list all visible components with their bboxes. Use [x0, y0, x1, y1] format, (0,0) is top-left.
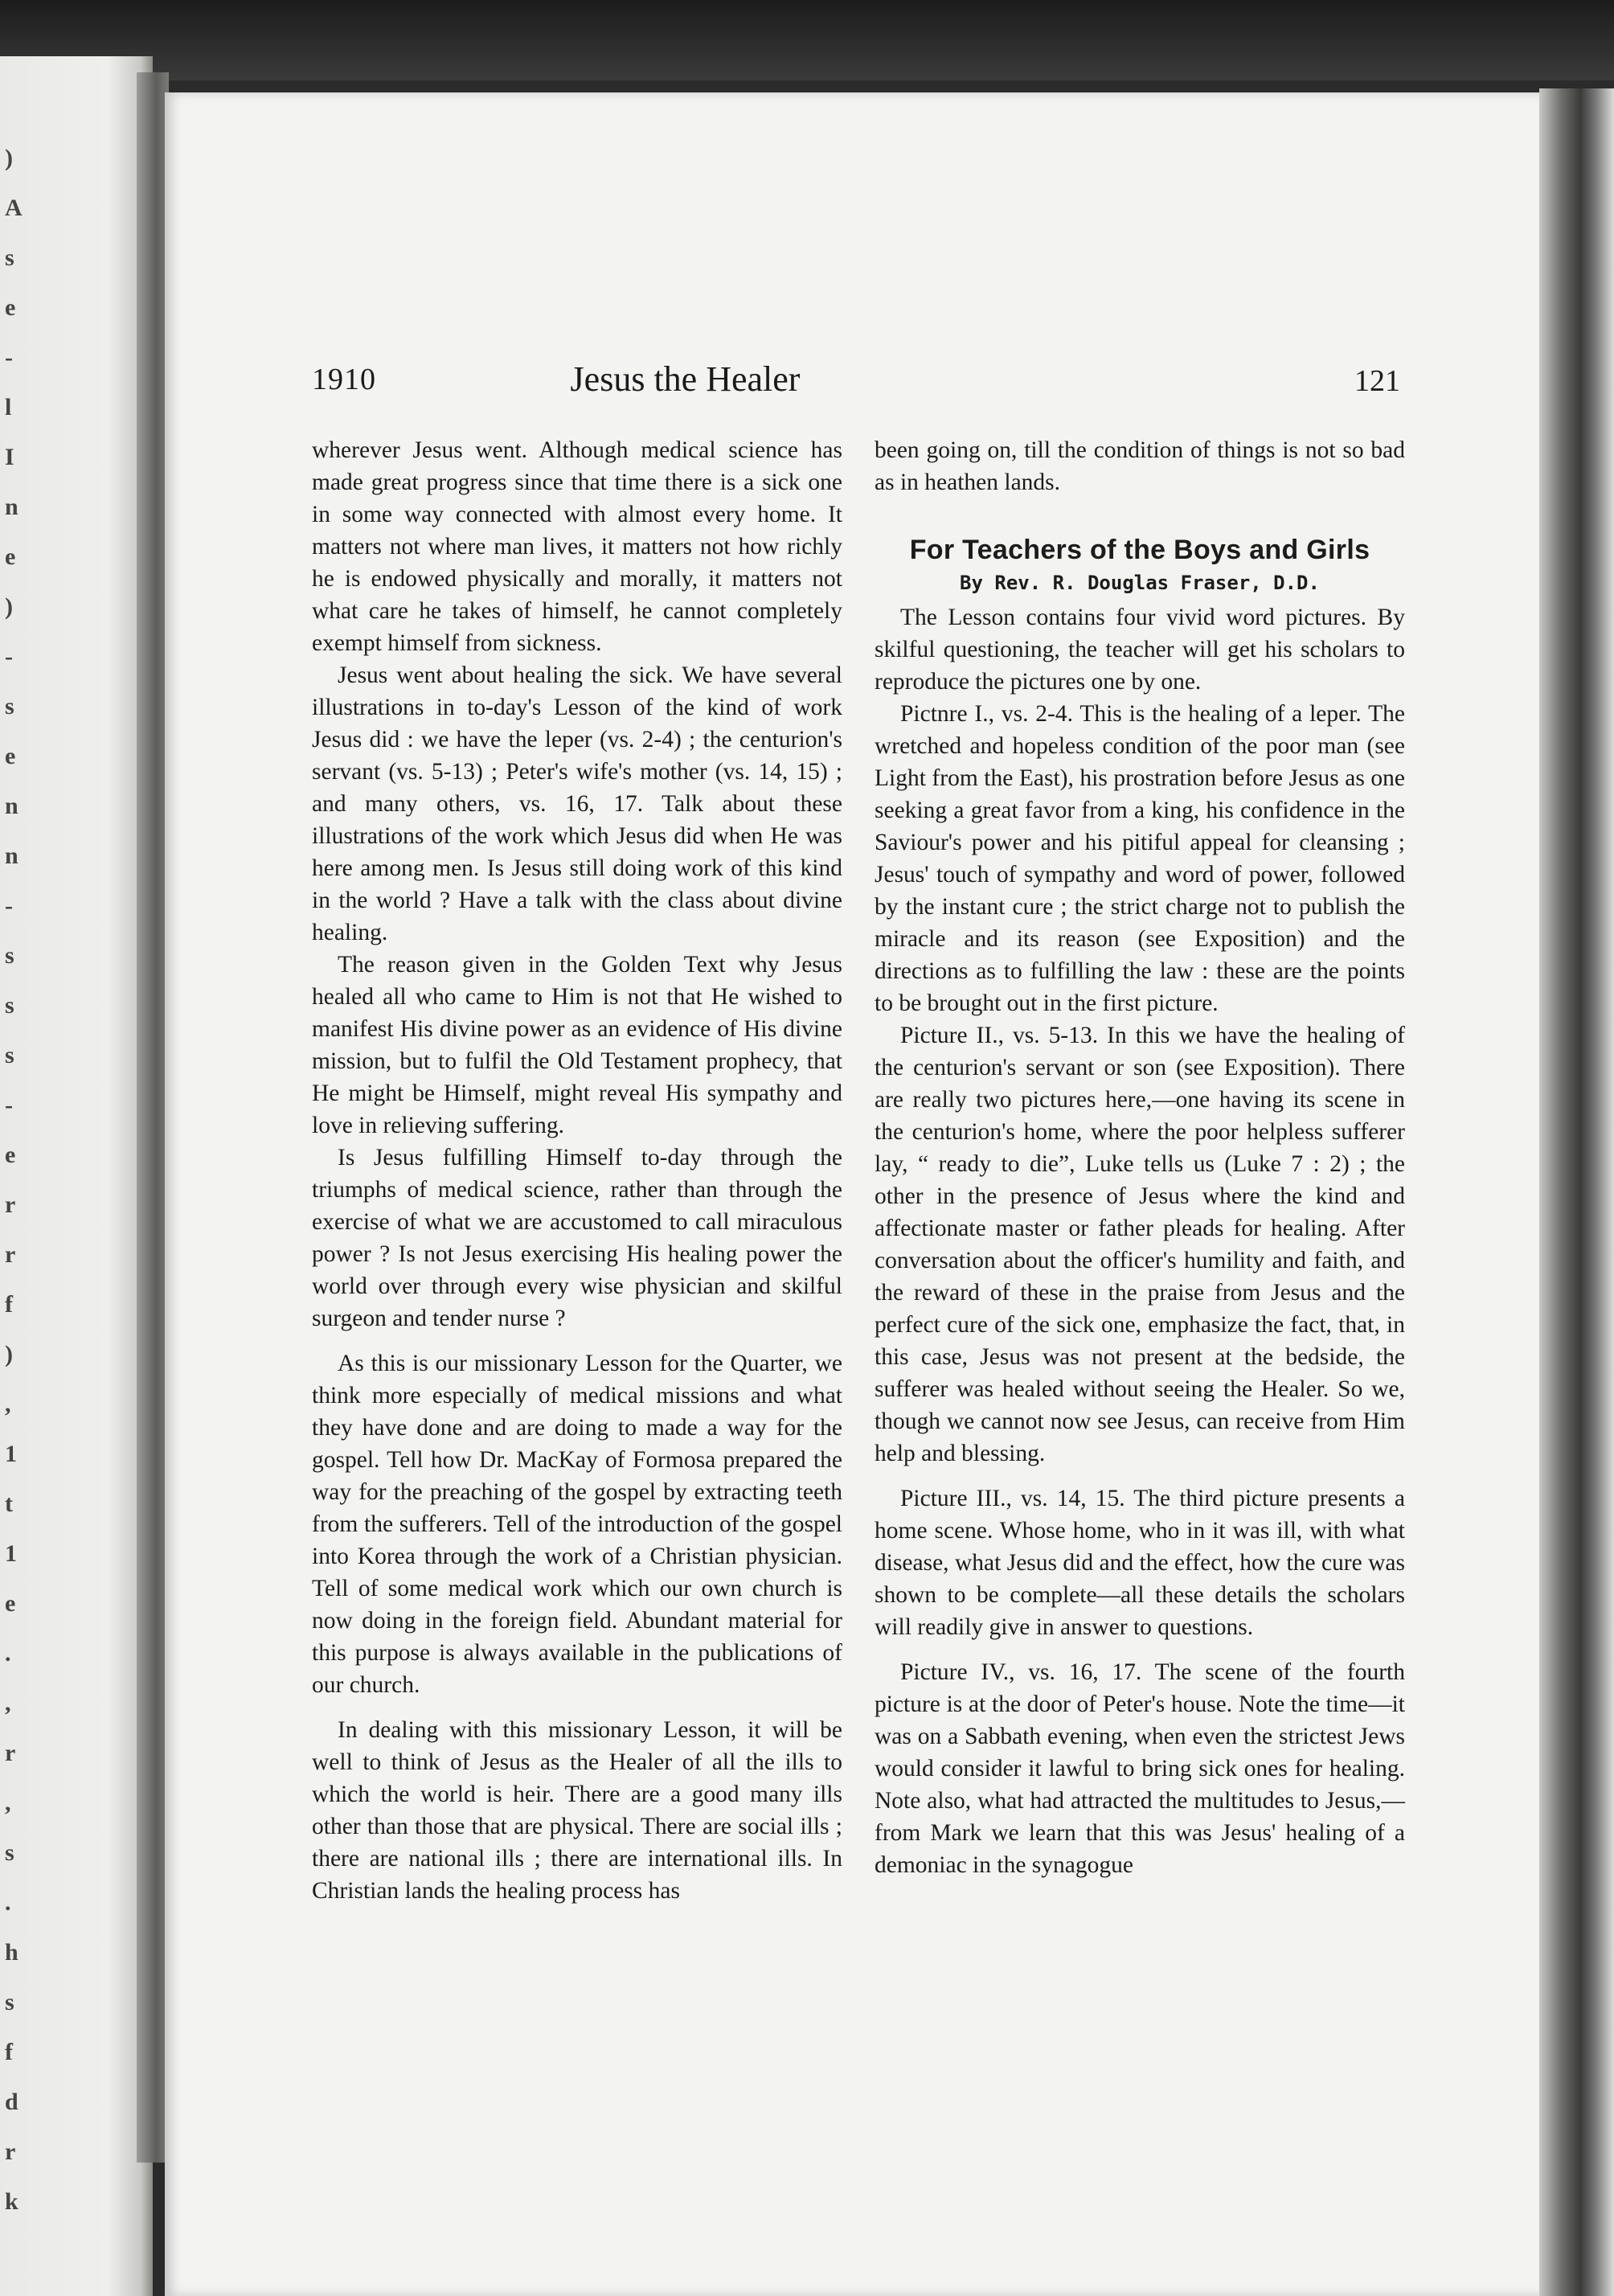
book-page — [165, 92, 1555, 2296]
right-page-edge — [1539, 88, 1614, 2296]
left-page-fragment: s — [5, 1989, 14, 2015]
left-page-fragment: e — [5, 743, 16, 769]
left-page-fragment: r — [5, 1241, 16, 1268]
left-page-fragment: f — [5, 2039, 13, 2065]
left-page-fragment: s — [5, 693, 14, 720]
scanner-background — [0, 0, 1614, 80]
left-page-fragment: 1 — [5, 1540, 17, 1567]
right-column — [875, 434, 1405, 1881]
left-page-fragment: t — [5, 1490, 13, 1517]
section-byline: By Rev. R. Douglas Fraser, D.D. — [960, 572, 1320, 594]
left-page-fragment: r — [5, 1740, 16, 1766]
paragraph: Picture II., vs. 5-13. In this we have the healing of the centurion's servant or son (see Exposition). There are really two pictures here,—one having its scene in the centurion's home, where the poor helpless sufferer lay, “ ready to die”, Luke tells us (Luke 7 : 2) ; the other in the presence of Jesus where the kind and affectionate master or father pleads for healing. After conversation about the officer's humility and faith, and the reward of these in the praise from Jesus and the perfect cure of the sick one, emphasize the fact, that, in this case, Jesus was not present at the bedside, the sufferer was healed without seeing the Healer. So we, though we cannot now see Jesus, can receive from Him help and blessing. — [875, 1023, 1405, 1466]
left-page-fragment: k — [5, 2188, 18, 2215]
paragraph: been going on, till the condition of things is not so bad as in heathen lands. — [875, 437, 1405, 495]
left-page-fragment: s — [5, 1042, 14, 1068]
left-page-fragment: n — [5, 494, 18, 520]
paragraph: As this is our missionary Lesson for the Quarter, we think more especially of medical missions and what they have done and are doing to made a way for the gospel. Tell how Dr. MacKay of Formosa prepared the way for the preaching of the gospel by extracting teeth from the sufferers. Tell of the introduction of the gospel into Korea through the work of a Christian physician. Tell of some medical work which our own church is now doing in the foreign field. Abundant material for this purpose is always available in the publications of our church. — [312, 1351, 842, 1698]
left-page-fragment: s — [5, 244, 14, 271]
paragraph: wherever Jesus went. Although medical science has made great progress since that time there is a sick one in some way connected with almost every home. It matters not where man lives, it matters not how richly he is endowed physically and morally, it matters not what care he takes of himself, he cannot completely exempt himself from sickness. — [312, 437, 842, 656]
running-head-title: Jesus the Healer — [570, 359, 801, 399]
left-page-fragment: f — [5, 1291, 13, 1318]
left-page-fragment: A — [5, 195, 23, 221]
left-page-fragment: l — [5, 394, 12, 420]
paragraph: Picture IV., vs. 16, 17. The scene of the fourth picture is at the door of Peter's house. Note the time—it was on a Sabbath evening, when even the strictest Jews would consider it lawful to bring sick ones for healing. Note also, what had attracted the multitudes to Jesus,—from Mark we learn that this was Jesus' healing of a demoniac in the synagogue — [875, 1659, 1405, 1878]
paragraph: In dealing with this missionary Lesson, it will be well to think of Jesus as the Healer of all the ills to which the world is heir. There are a good many ills other than those that are physical. There are social ills ; there are national ills ; there are international ills. In Christian lands the healing process has — [312, 1717, 842, 1904]
left-page-fragment: s — [5, 992, 14, 1019]
left-page-fragment: h — [5, 1939, 18, 1966]
left-page-fragment: - — [5, 344, 13, 371]
left-facing-page-edge — [0, 56, 153, 2296]
running-head — [165, 359, 1555, 410]
left-page-fragment: ) — [5, 593, 13, 620]
paragraph: Is Jesus fulfilling Himself to-day through the triumphs of medical science, rather than through the exercise of what we are accustomed to call miraculous power ? Is not Jesus exercising His healing power the world over through every wise physician and skilful surgeon and tender nurse ? — [312, 1145, 842, 1331]
section-heading: For Teachers of the Boys and Girls — [909, 535, 1370, 565]
left-page-fragment: s — [5, 1839, 14, 1866]
left-page-fragment: - — [5, 892, 13, 919]
left-page-fragment: e — [5, 1590, 16, 1617]
paragraph: Picture III., vs. 14, 15. The third picture presents a home scene. Whose home, who in it was ill, with what disease, what Jesus did and the effect, how the cure was shown to be complete—all these details the scholars will readily give in answer to questions. — [875, 1486, 1405, 1640]
left-page-fragment: , — [5, 1690, 11, 1716]
left-page-fragment: d — [5, 2089, 18, 2115]
paragraph: Pictnre I., vs. 2-4. This is the healing of a leper. The wretched and hopeless condition of the poor man (see Light from the East), his prostration before Jesus as one seeking a great favor from a king, his confidence in the Saviour's power and his pitiful appeal for cleansing ; Jesus' touch of sympathy and word of power, followed by the instant cure ; the strict charge not to publish the miracle and its reason (see Exposition) and the directions as to fulfilling the law : these are the points to be brought out in the first picture. — [875, 701, 1405, 1016]
running-head-year: 1910 — [312, 363, 376, 396]
paragraph: The reason given in the Golden Text why Jesus healed all who came to Him is not that He wished to manifest His divine power as an evidence of His divine mission, but to fulfil the Old Testament prophecy, that He might be Himself, might reveal His sympathy and love in relieving suffering. — [312, 952, 842, 1138]
left-page-fragment: - — [5, 643, 13, 670]
left-page-fragment: s — [5, 942, 14, 969]
left-page-fragment: , — [5, 1391, 11, 1417]
left-page-fragment: , — [5, 1790, 11, 1816]
left-page-fragment: . — [5, 1640, 11, 1667]
paragraph: The Lesson contains four vivid word pictures. By skilful questioning, the teacher will get his scholars to reproduce the pictures one by one. — [875, 605, 1405, 695]
left-page-fragment: . — [5, 1889, 11, 1916]
left-column — [312, 434, 842, 1907]
left-page-fragment: n — [5, 843, 18, 869]
left-page-fragment: I — [5, 444, 14, 470]
left-page-fragment: n — [5, 793, 18, 819]
left-page-fragment: r — [5, 2138, 16, 2165]
left-page-fragment: e — [5, 294, 16, 321]
left-page-fragment: e — [5, 543, 16, 570]
left-page-fragment: e — [5, 1142, 16, 1168]
page-number: 121 — [1354, 364, 1400, 398]
left-page-fragment: 1 — [5, 1441, 17, 1467]
paragraph: Jesus went about healing the sick. We have several illustrations in to-day's Lesson of the kind of work Jesus did : we have the leper (vs. 2-4) ; the centurion's servant (vs. 5-13) ; Peter's wife's mother (vs. 14, 15) ; and many others, vs. 16, 17. Talk about these illustrations of the work which Jesus did when He was here among men. Is Jesus still doing work of this kind in the world ? Have a talk with the class about divine healing. — [312, 662, 842, 945]
left-page-fragment: r — [5, 1191, 16, 1218]
left-page-fragment: - — [5, 1092, 13, 1118]
book-gutter — [137, 72, 169, 2163]
left-page-fragment: ) — [5, 145, 13, 171]
left-page-fragment: ) — [5, 1341, 13, 1367]
